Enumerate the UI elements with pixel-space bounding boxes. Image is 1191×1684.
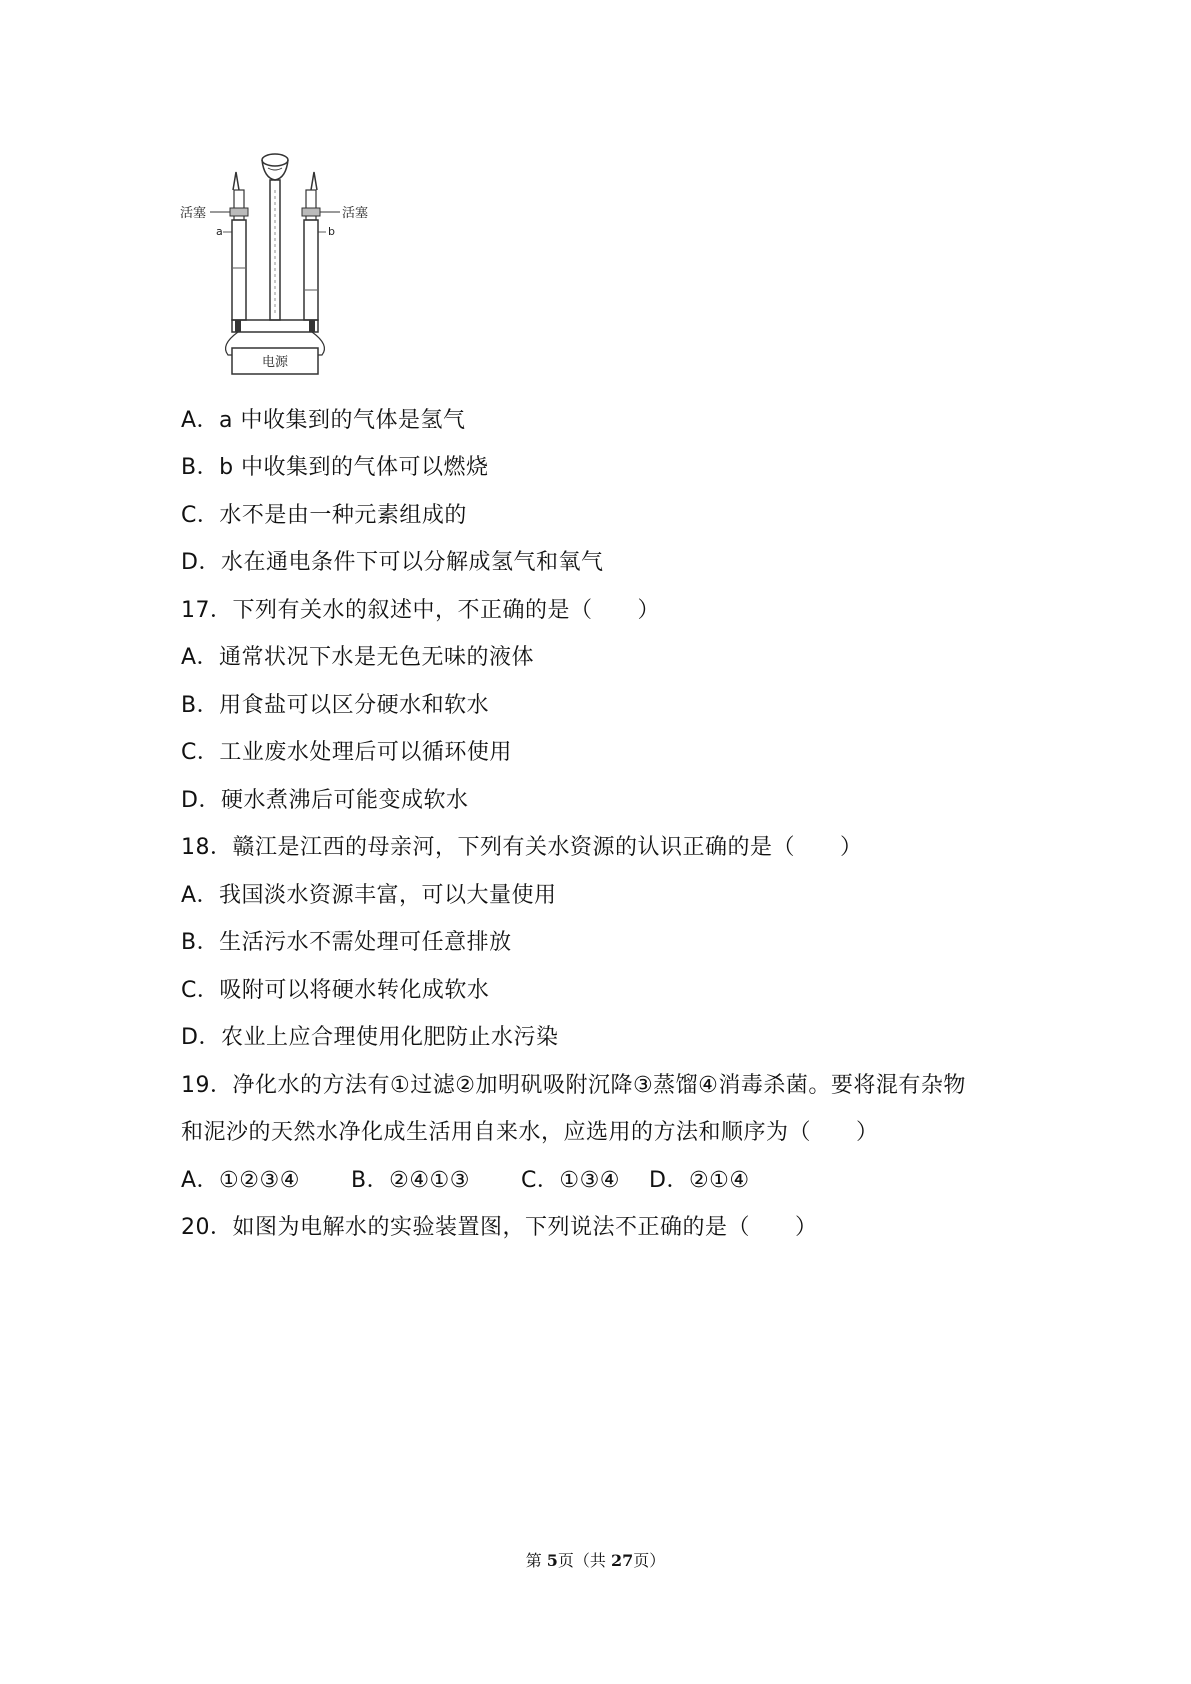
tube-a-label: a [216, 225, 223, 238]
footer-page-number: 5 [546, 1551, 558, 1570]
tube-b-label: b [328, 225, 335, 238]
q18-option-a: A．我国淡水资源丰富，可以大量使用 [181, 883, 557, 908]
q17-option-d: D．硬水煮沸后可能变成软水 [181, 788, 469, 813]
q19-option-c: C．①③④ [521, 1168, 621, 1193]
stopcock-right-label: 活塞 [342, 206, 369, 221]
q17-option-b: B．用食盐可以区分硬水和软水 [181, 693, 490, 718]
q16-option-b: B．b 中收集到的气体可以燃烧 [181, 455, 489, 480]
q18-stem: 18．赣江是江西的母亲河，下列有关水资源的认识正确的是（ ） [181, 835, 863, 860]
q19-option-a: A．①②③④ [181, 1168, 300, 1193]
electrolysis-diagram [180, 150, 370, 385]
q20-stem: 20．如图为电解水的实验装置图，下列说法不正确的是（ ） [181, 1215, 818, 1240]
q19-option-b: B．②④①③ [351, 1168, 470, 1193]
q17-stem: 17．下列有关水的叙述中，不正确的是（ ） [181, 598, 660, 623]
q19-options [181, 1166, 750, 1196]
q19-option-d: D．②①④ [649, 1168, 750, 1193]
q18-option-b: B．生活污水不需处理可任意排放 [181, 930, 512, 955]
q19-stem-line1: 19．净化水的方法有①过滤②加明矾吸附沉降③蒸馏④消毒杀菌。要将混有杂物 [181, 1073, 966, 1098]
q18-option-c: C．吸附可以将硬水转化成软水 [181, 978, 490, 1003]
q16-option-a: A．a 中收集到的气体是氢气 [181, 408, 466, 433]
page-footer [0, 1548, 1191, 1571]
q17-option-a: A．通常状况下水是无色无味的液体 [181, 645, 535, 670]
q19-stem-line2: 和泥沙的天然水净化成生活用自来水，应选用的方法和顺序为（ ） [181, 1120, 879, 1145]
q17-option-c: C．工业废水处理后可以循环使用 [181, 740, 512, 765]
power-source-label: 电源 [261, 355, 289, 370]
footer-suffix: 页） [633, 1551, 666, 1570]
electrolysis-apparatus-figure [180, 150, 370, 385]
q16-option-d: D．水在通电条件下可以分解成氢气和氧气 [181, 550, 604, 575]
footer-prefix: 第 [525, 1551, 547, 1570]
footer-total-pages: 27 [611, 1551, 634, 1570]
footer-middle: 页（共 [557, 1551, 612, 1570]
q18-option-d: D．农业上应合理使用化肥防止水污染 [181, 1025, 559, 1050]
stopcock-left-label: 活塞 [180, 206, 207, 221]
q16-option-c: C．水不是由一种元素组成的 [181, 503, 467, 528]
